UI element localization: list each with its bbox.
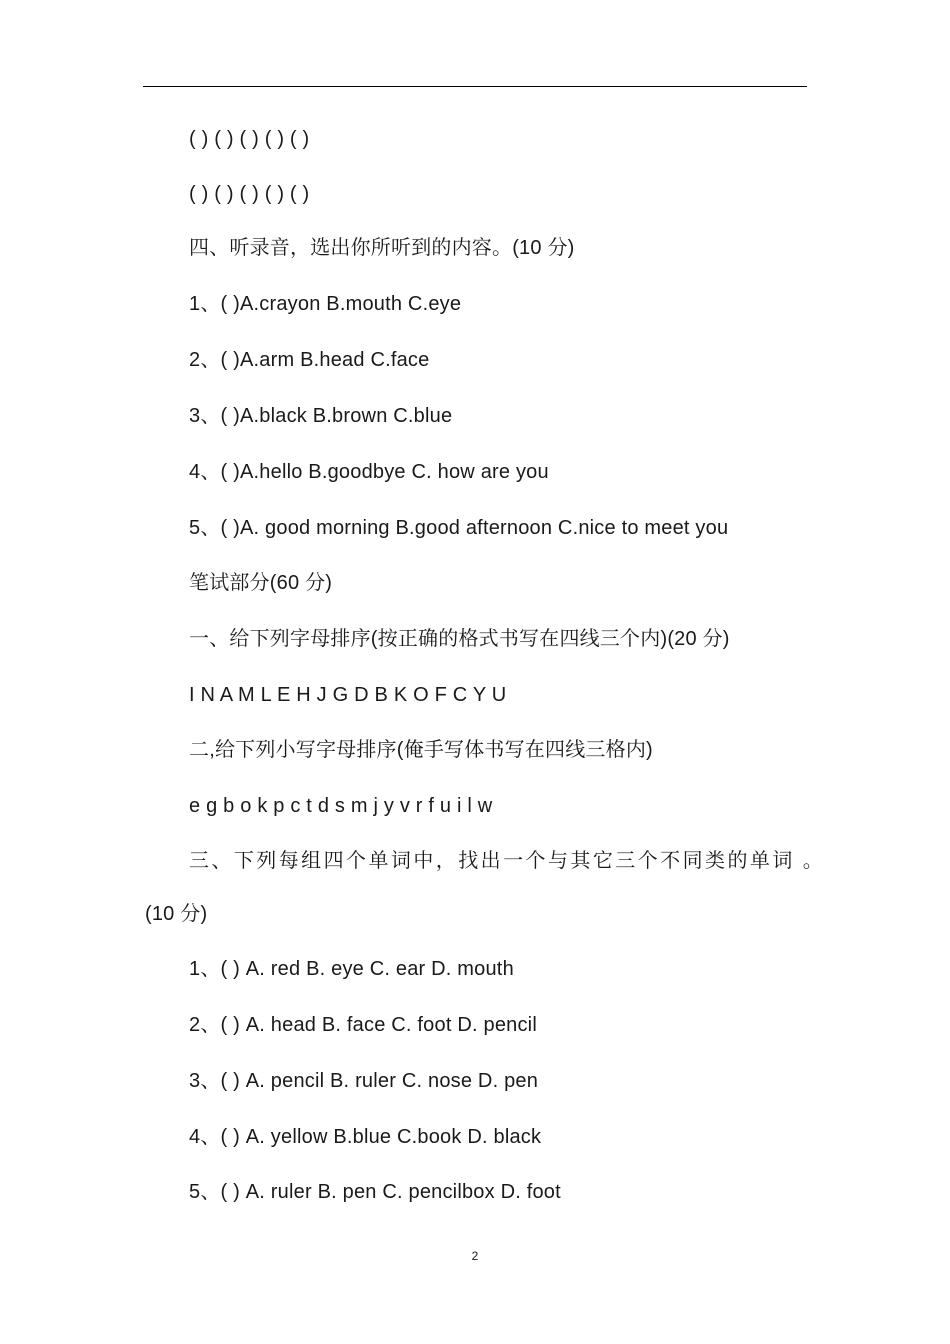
uppercase-letters: I N A M L E H J G D B K O F C Y U (189, 684, 507, 706)
answer-brackets-row-1: ( ) ( ) ( ) ( ) ( ) (189, 128, 310, 150)
section-three-points: (10 分) (145, 903, 208, 925)
lowercase-letters: e g b o k p c t d s m j y v r f u i l w (189, 795, 493, 817)
odd-one-out-question-5: 5、( ) A. ruler B. pen C. pencilbox D. foot (189, 1181, 561, 1203)
section-four-heading: 四、听录音，选出你所听到的内容。(10 分) (189, 237, 575, 259)
section-two-heading: 二,给下列小写字母排序(俺手写体书写在四线三格内) (189, 739, 653, 761)
odd-one-out-question-3: 3、( ) A. pencil B. ruler C. nose D. pen (189, 1070, 539, 1092)
section-one-heading: 一、给下列字母排序(按正确的格式书写在四线三个内)(20 分) (189, 628, 730, 650)
odd-one-out-question-4: 4、( ) A. yellow B.blue C.book D. black (189, 1126, 542, 1148)
listening-question-2: 2、( )A.arm B.head C.face (189, 349, 430, 371)
written-part-heading: 笔试部分(60 分) (189, 572, 333, 594)
page-number: 2 (471, 1249, 479, 1263)
odd-one-out-question-2: 2、( ) A. head B. face C. foot D. pencil (189, 1014, 537, 1036)
header-rule (143, 86, 807, 87)
listening-question-4: 4、( )A.hello B.goodbye C. how are you (189, 461, 549, 483)
odd-one-out-question-1: 1、( ) A. red B. eye C. ear D. mouth (189, 958, 514, 980)
listening-question-1: 1、( )A.crayon B.mouth C.eye (189, 293, 462, 315)
listening-question-5: 5、( )A. good morning B.good afternoon C.nice to meet you (189, 517, 729, 539)
answer-brackets-row-2: ( ) ( ) ( ) ( ) ( ) (189, 183, 310, 205)
section-three-heading: 三、下列每组四个单词中，找出一个与其它三个不同类的单词 。 (189, 850, 823, 872)
listening-question-3: 3、( )A.black B.brown C.blue (189, 405, 453, 427)
